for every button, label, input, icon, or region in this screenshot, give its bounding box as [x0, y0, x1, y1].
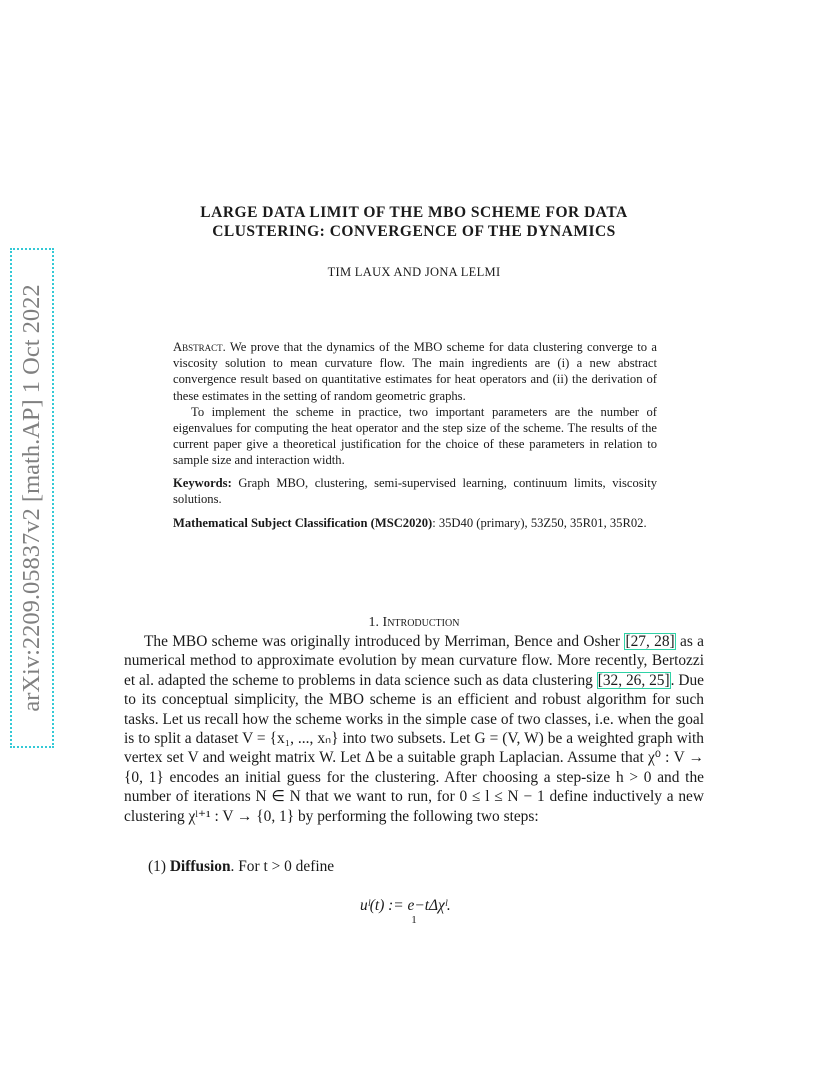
item-label: Diffusion: [169, 858, 231, 875]
introduction-body: [124, 632, 704, 826]
abstract-paragraph-1: [173, 339, 657, 404]
paper-title: [120, 203, 708, 241]
arxiv-identifier: arXiv:2209.05837v2 [math.AP] 1 Oct 2022: [18, 284, 45, 712]
msc-text: : 35D40 (primary), 53Z50, 35R01, 35R02.: [432, 516, 647, 531]
keywords-text: Graph MBO, clustering, semi-supervised learning, continuum limits, viscosity solutions.: [173, 475, 657, 506]
section-heading: [120, 615, 708, 631]
citation-link-32-26-25[interactable]: [32, 26, 25]: [597, 671, 670, 689]
abstract-heading: Abstract.: [173, 340, 226, 354]
item-text: . For t > 0 define: [230, 858, 335, 875]
msc-classification: [173, 515, 657, 531]
title-line-2: CLUSTERING: CONVERGENCE OF THE DYNAMICS: [212, 223, 616, 240]
page-number: 1: [411, 914, 417, 926]
intro-text-1: The MBO scheme was originally introduced by Merriman, Bence and Osher: [144, 633, 625, 650]
keywords-label: Keywords:: [173, 475, 232, 490]
section-title: 1. Introduction: [368, 615, 460, 630]
title-line-1: LARGE DATA LIMIT OF THE MBO SCHEME FOR DATA: [200, 204, 628, 221]
abstract: [173, 339, 657, 531]
abstract-text-1: We prove that the dynamics of the MBO scheme for data clustering converge to a viscosity solution to mean curvature flow. The main ingredients are (i) a new abstract convergence result based on quantitative estimates for heat operators and (ii) the derivation of these estimates in the setting of random geometric graphs.: [173, 340, 657, 403]
item-number: (1): [148, 858, 166, 875]
intro-text-3: . Due to its conceptual simplicity, the MBO scheme is an efficient and robust algorithm for such tasks. Let us recall how the scheme works in the simple case of two classes, i.e. when the goal is to split a dataset V = {x₁, ..., xₙ} into two subsets. Let G = (V, W) be a weighted graph with vertex set V and weight matrix W. Let Δ be a suitable graph Laplacian. Assume that χ⁰ : V → {0, 1} encodes an initial guess for the clustering. After choosing a step-size h > 0 and the number of iterations N ∈ N that we want to run, for 0 ≤ l ≤ N − 1 define inductively a new clustering χˡ⁺¹ : V → {0, 1} by performing the following two steps:: [124, 671, 704, 825]
list-item-diffusion: [148, 858, 334, 876]
arxiv-stamp: [10, 248, 54, 748]
keywords: [173, 475, 657, 507]
display-formula: uˡ(t) := e−tΔχˡ.: [360, 897, 451, 914]
citation-link-27-28[interactable]: [27, 28]: [625, 633, 675, 650]
msc-label: Mathematical Subject Classification (MSC2020): [173, 516, 433, 531]
intro-paragraph: [124, 632, 704, 826]
authors: TIM LAUX AND JONA LELMI: [327, 265, 501, 279]
abstract-paragraph-2: To implement the scheme in practice, two important parameters are the number of eigenvalues for computing the heat operator and the step size of the scheme. The results of the current paper give a theoretical justification for the choice of these parameters in relation to sample size and interaction width.: [173, 404, 657, 468]
intro-text-2: as a numerical method to approximate evolution by mean curvature flow. More recently, Bertozzi et al. adapted the scheme to problems in data science such as data clustering: [124, 633, 704, 689]
